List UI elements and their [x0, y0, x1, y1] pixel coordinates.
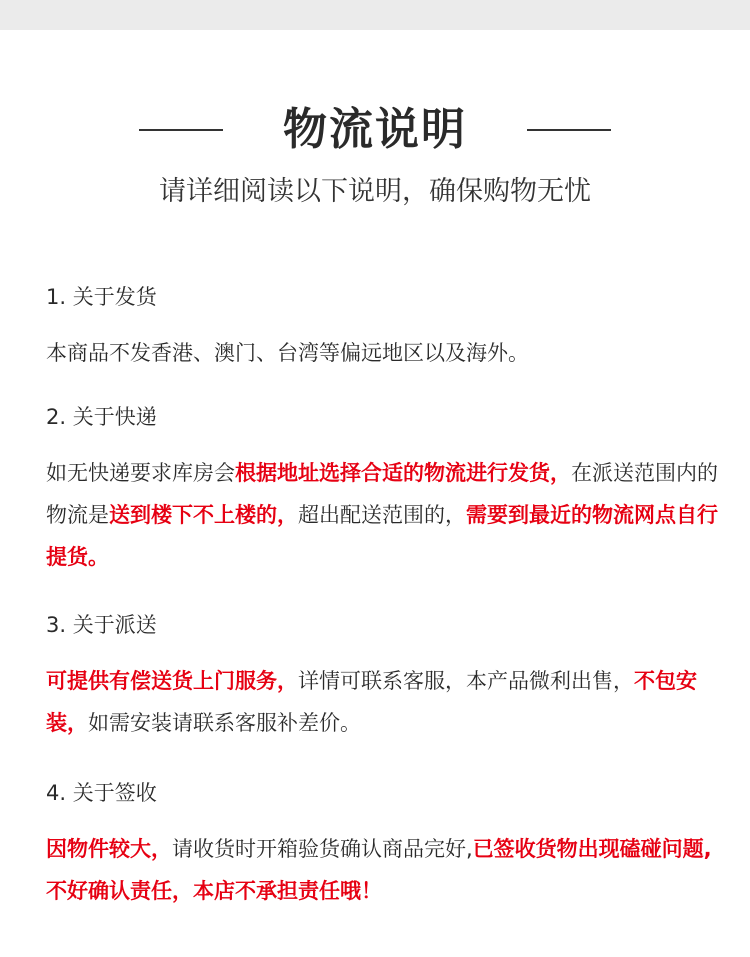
body-text: 超出配送范围的，	[298, 503, 466, 527]
section-courier	[46, 402, 726, 578]
page-title: 物流说明	[283, 104, 467, 155]
body-text: 如需安装请联系客服补差价。	[88, 711, 361, 735]
highlight-text: 送到楼下不上楼的，	[109, 503, 298, 527]
section-body	[46, 332, 726, 374]
body-text: 在派送范围内的物流是	[46, 461, 718, 527]
title-decor-line-right	[527, 129, 611, 131]
section-heading: 2. 关于快递	[46, 405, 157, 429]
section-body	[46, 452, 726, 578]
section-body	[46, 828, 726, 912]
highlight-text: 根据地址选择合适的物流进行发货，	[235, 461, 571, 485]
highlight-text: 需要到最近的物流网点自行提货。	[46, 503, 718, 569]
section-heading: 3. 关于派送	[46, 613, 157, 637]
highlight-text: 已签收货物出现磕碰问题,不好确认责任，本店不承担责任哦！	[46, 837, 712, 903]
body-text: 详情可联系客服，本产品微利出售，	[298, 669, 634, 693]
title-row	[0, 95, 750, 165]
section-signing	[46, 778, 726, 912]
section-delivery	[46, 610, 726, 744]
page-subtitle: 请详细阅读以下说明，确保购物无忧	[159, 176, 591, 207]
body-text: 请收货时开箱验货确认商品完好,	[172, 837, 473, 861]
section-heading: 4. 关于签收	[46, 781, 157, 805]
highlight-text: 不包安装，	[46, 669, 697, 735]
top-bar	[0, 0, 750, 30]
section-heading: 1. 关于发货	[46, 285, 157, 309]
highlight-text: 因物件较大，	[46, 837, 172, 861]
highlight-text: 可提供有偿送货上门服务，	[46, 669, 298, 693]
section-body	[46, 660, 726, 744]
body-text: 本商品不发香港、澳门、台湾等偏远地区以及海外。	[46, 341, 529, 365]
section-shipping	[46, 282, 726, 374]
body-text: 如无快递要求库房会	[46, 461, 235, 485]
